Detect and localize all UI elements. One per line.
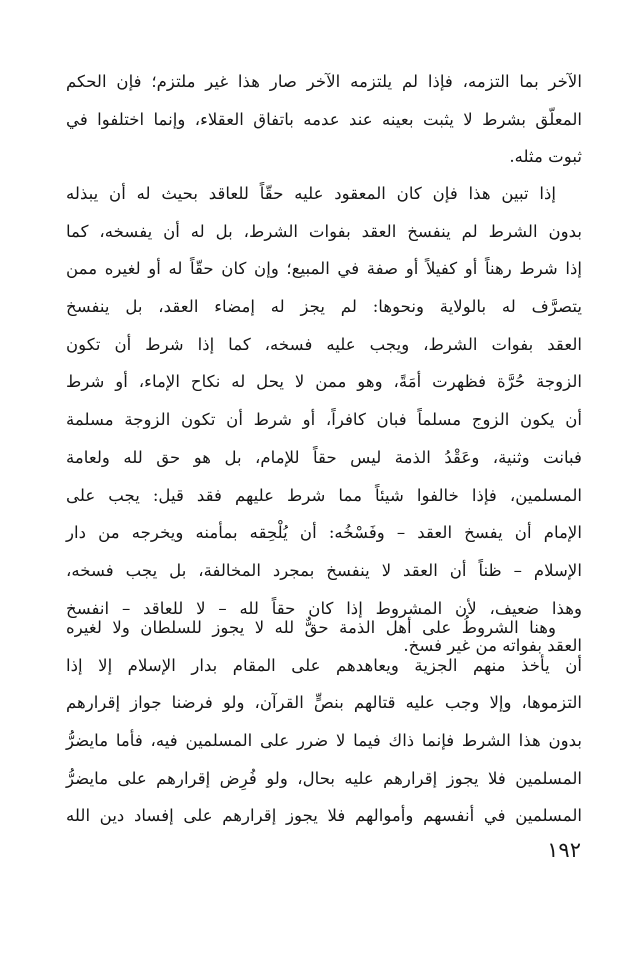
paragraph-line: الزوجة حُرَّة فظهرت أمَةً، وهو ممن لا يحل له نكاح الإماء، أو شرط [66, 372, 582, 392]
paragraph-line: العقد بفواته من غير فسخ. [403, 636, 582, 656]
paragraph-2 [66, 175, 582, 665]
paragraph-line: بدون الشرط لم ينفسخ العقد بفوات الشرط، بل له أن يفسخه، كما [66, 221, 582, 241]
paragraph-line: يتصرَّف له بالولاية ونحوها: لم يجز له إمضاء العقد، بل ينفسخ [66, 297, 582, 317]
paragraph-line: المسلمين، فإذا خالفوا شيئاً مما شرط عليهم فقد قيل: يجب على [66, 485, 582, 505]
paragraph-line: فبانت وثنية، وعَقْدُ الذمة ليس حقاً للإمام، بل هو حق لله ولعامة [66, 447, 582, 467]
page-number: ١٩٢ [547, 838, 581, 862]
paragraph-line: العقد بفوات الشرط، ويجب عليه فسخه، كما إذا شرط أن تكون [66, 334, 582, 354]
paragraph-line: وهذا ضعيف، لأن المشروط إذا كان حقاً لله – لا للعاقد – انفسخ [66, 598, 582, 618]
paragraph-line: الإسلام – ظناً أن العقد لا ينفسخ بمجرد المخالفة، بل يجب فسخه، [66, 560, 582, 580]
paragraph-line: المعلّق بشرط لا يثبت بعينه عند عدمه باتفاق العقلاء، وإنما اختلفوا في [66, 109, 582, 129]
paragraph-1 [66, 63, 582, 176]
paragraph-line: المسلمين في أنفسهم وأموالهم فلا يجوز إقرارهم على إفساد دين الله [66, 806, 582, 826]
paragraph-line: المسلمين فلا يجوز إقرارهم عليه بحال، ولو فُرِض إقرارهم على مايضرُّ [66, 768, 582, 788]
paragraph-line: أن يكون الزوج مسلماً فبان كافراً، أو شرط أن تكون الزوجة مسلمة [66, 410, 582, 430]
paragraph-line: إذا شرط رهناً أو كفيلاً أو صفة في المبيع؛ وإن كان حقّاً له أو لغيره ممن [66, 259, 582, 279]
paragraph-line: الإمام أن يفسخ العقد – وفَسْخُه: أن يُلْحِقه بمأمنه ويخرجه من دار [66, 523, 582, 543]
paragraph-line: إذا تبين هذا فإن كان المعقود عليه حقّاً للعاقد بحيث له أن يبذله [66, 184, 556, 203]
paragraph-line: وهنا الشروطُ على أهل الذمة حقٌّ لله لا يجوز للسلطان ولا لغيره [66, 618, 556, 637]
paragraph-line: أن يأخذ منهم الجزية ويعاهدهم على المقام بدار الإسلام إلا إذا [66, 655, 582, 675]
paragraph-line: التزموها، وإلا وجب عليه قتالهم بنصٍّ القرآن، ولو فرضنا جواز إقرارهم [66, 693, 582, 713]
paragraph-line: بدون هذا الشرط فإنما ذاك فيما لا ضرر على المسلمين فيه، فأما مايضرُّ [66, 731, 582, 751]
paragraph-line: ثبوت مثله. [509, 147, 582, 167]
paragraph-3 [66, 609, 582, 835]
paragraph-line: الآخر بما التزمه، فإذا لم يلتزمه الآخر صار هذا غير ملتزم؛ فإن الحكم [66, 72, 582, 91]
